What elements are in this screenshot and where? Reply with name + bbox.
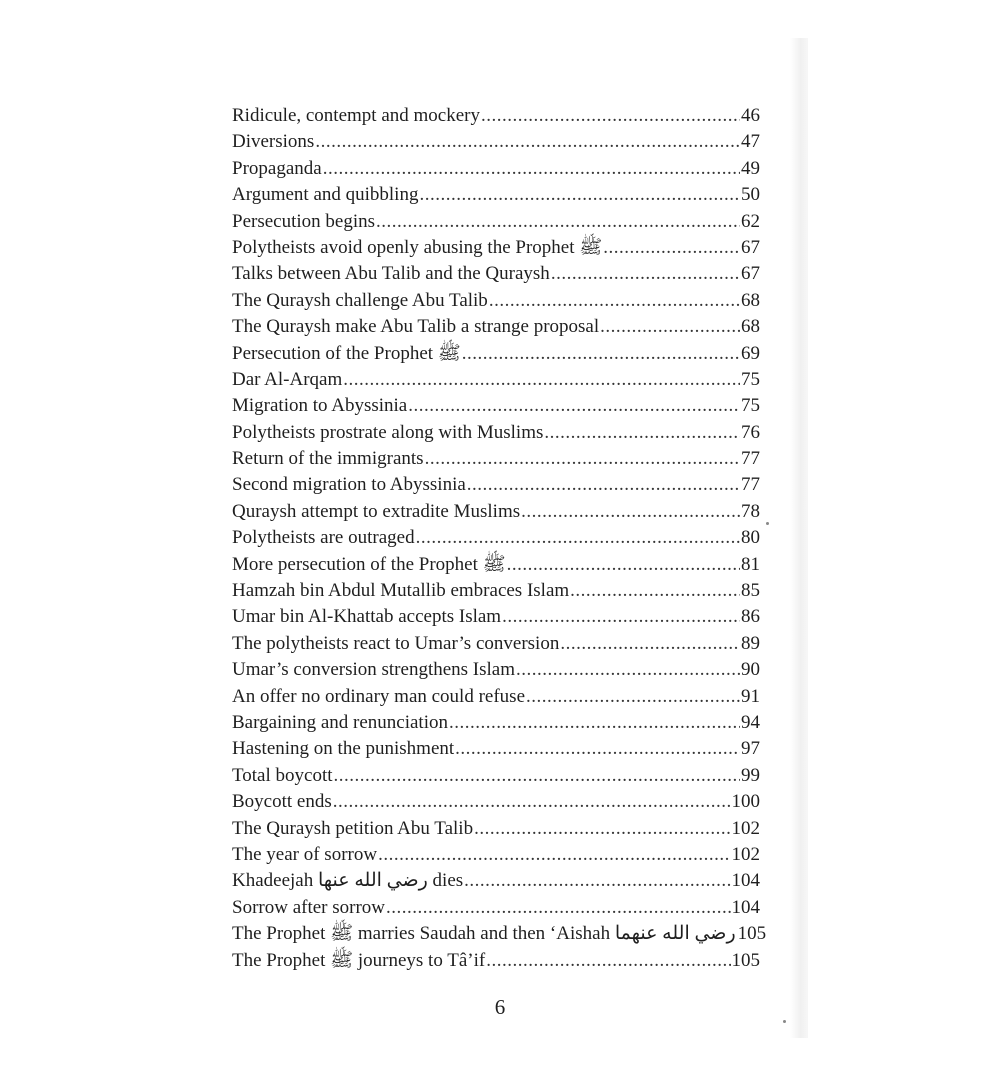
toc-leader-dots (570, 578, 740, 604)
toc-leader-dots (489, 288, 740, 314)
toc-entry-page: 67 (741, 236, 760, 258)
toc-entry (232, 499, 760, 525)
toc-entry (232, 314, 760, 340)
toc-entry-title: More persecution of the Prophet ﷺ (232, 553, 506, 575)
toc-entry (232, 948, 760, 974)
toc-entry (232, 763, 760, 789)
toc-entry-page: 99 (741, 764, 760, 786)
toc-leader-dots (551, 261, 740, 287)
toc-entry-page: 49 (741, 157, 760, 179)
toc-leader-dots (507, 552, 740, 578)
toc-entry-title: Polytheists prostrate along with Muslims (232, 421, 544, 443)
toc-entry-title: Quraysh attempt to extradite Muslims (232, 500, 521, 522)
toc-leader-dots (526, 684, 740, 710)
toc-entry-title: An offer no ordinary man could refuse (232, 685, 525, 707)
toc-entry (232, 868, 760, 894)
toc-entry (232, 684, 760, 710)
toc-entry (232, 789, 760, 815)
toc-leader-dots (449, 710, 740, 736)
toc-leader-dots (486, 948, 730, 974)
toc-entry-title: Sorrow after sorrow (232, 896, 386, 918)
toc-entry (232, 103, 760, 129)
toc-entry-page: 80 (741, 527, 760, 549)
toc-entry-title: Diversions (232, 131, 315, 153)
toc-entry-title: Return of the immigrants (232, 448, 424, 470)
toc-entry-page: 69 (741, 342, 760, 364)
toc-entry-page: 77 (741, 448, 760, 470)
toc-leader-dots (343, 367, 740, 393)
toc-entry-title: Khadeejah رضي الله عنها dies (232, 870, 464, 892)
toc-leader-dots (467, 472, 740, 498)
toc-entry-title: Boycott ends (232, 791, 332, 813)
toc-entry-page: 100 (731, 791, 760, 813)
toc-entry-page: 68 (741, 289, 760, 311)
toc-entry (232, 552, 760, 578)
toc-leader-dots (560, 631, 740, 657)
toc-entry-page: 81 (741, 553, 760, 575)
toc-entry-title: The Quraysh challenge Abu Talib (232, 289, 488, 311)
toc-leader-dots (600, 314, 740, 340)
toc-entry (232, 235, 760, 261)
toc-entry-page: 102 (731, 817, 760, 839)
toc-entry-page: 97 (741, 738, 760, 760)
toc-entry-page: 78 (741, 500, 760, 522)
toc-entry (232, 631, 760, 657)
toc-entry (232, 472, 760, 498)
toc-entry-page: 77 (741, 474, 760, 496)
toc-entry-title: Umar bin Al-Khattab accepts Islam (232, 606, 502, 628)
toc-entry-title: Dar Al-Arqam (232, 368, 343, 390)
toc-leader-dots (544, 420, 740, 446)
toc-entry-page: 75 (741, 395, 760, 417)
toc-entry (232, 710, 760, 736)
toc-entry-page: 89 (741, 632, 760, 654)
toc-entry (232, 736, 760, 762)
toc-entry (232, 816, 760, 842)
toc-entry-title: Talks between Abu Talib and the Quraysh (232, 263, 550, 285)
toc-entry (232, 604, 760, 630)
toc-leader-dots (464, 868, 730, 894)
toc-entry (232, 341, 760, 367)
toc-entry (232, 288, 760, 314)
toc-leader-dots (481, 103, 740, 129)
toc-entry-page: 62 (741, 210, 760, 232)
toc-entry-page: 104 (731, 870, 760, 892)
toc-entry-title: Hamzah bin Abdul Mutallib embraces Islam (232, 580, 570, 602)
toc-entry-page: 47 (741, 131, 760, 153)
toc-leader-dots (474, 816, 730, 842)
toc-entry-title: The polytheists react to Umar’s conversion (232, 632, 560, 654)
paper-speck (783, 1020, 786, 1023)
toc-leader-dots (334, 763, 740, 789)
toc-leader-dots (408, 393, 740, 419)
toc-entry-title: The Prophet ﷺ marries Saudah and then ‘Aishah رضي الله عنهما (232, 923, 736, 945)
toc-leader-dots (603, 235, 740, 261)
toc-entry-title: Argument and quibbling (232, 184, 419, 206)
toc-entry (232, 842, 760, 868)
paper-speck (766, 522, 769, 525)
toc-entry-page: 86 (741, 606, 760, 628)
toc-entry-title: Total boycott (232, 764, 333, 786)
toc-entry-page: 94 (741, 711, 760, 733)
toc-entry-title: Hastening on the punishment (232, 738, 455, 760)
toc-leader-dots (376, 209, 740, 235)
toc-entry-page: 85 (741, 580, 760, 602)
toc-entry-title: Umar’s conversion strengthens Islam (232, 659, 516, 681)
toc-entry-title: The Quraysh petition Abu Talib (232, 817, 474, 839)
toc-leader-dots (462, 341, 740, 367)
toc-entry-page: 105 (731, 949, 760, 971)
toc-entry-page: 46 (741, 105, 760, 126)
toc-entry-title: Second migration to Abyssinia (232, 474, 466, 496)
toc-entry-title: Ridicule, contempt and mockery (232, 105, 480, 126)
toc-entry-title: Polytheists avoid openly abusing the Prophet ﷺ (232, 236, 603, 258)
toc-entry (232, 129, 760, 155)
toc-entry (232, 578, 760, 604)
toc-entry-page: 68 (741, 316, 760, 338)
toc-leader-dots (502, 604, 740, 630)
toc-leader-dots (386, 895, 730, 921)
toc-entry (232, 182, 760, 208)
toc-entry-title: Persecution of the Prophet ﷺ (232, 342, 461, 364)
toc-leader-dots (323, 156, 740, 182)
toc-entry (232, 921, 767, 947)
toc-entry (232, 209, 760, 235)
toc-entry-page: 104 (731, 896, 760, 918)
toc-entry (232, 420, 760, 446)
toc-leader-dots (425, 446, 740, 472)
toc-entry-page: 105 (737, 923, 767, 945)
toc-entry-page: 91 (741, 685, 760, 707)
toc-entry-page: 50 (741, 184, 760, 206)
toc-entry (232, 156, 760, 182)
toc-entry (232, 895, 760, 921)
toc-entry-page: 102 (731, 843, 760, 865)
toc-leader-dots (419, 182, 740, 208)
page-edge-shadow (790, 38, 808, 1038)
toc-leader-dots (455, 736, 740, 762)
toc-leader-dots (516, 657, 740, 683)
toc-leader-dots (416, 525, 740, 551)
toc-entry (232, 525, 760, 551)
toc-entry (232, 393, 760, 419)
page-number: 6 (494, 995, 506, 1019)
toc-entry-title: Persecution begins (232, 210, 376, 232)
toc-entry (232, 446, 760, 472)
toc-entry (232, 261, 760, 287)
toc-entry (232, 367, 760, 393)
toc-leader-dots (315, 129, 740, 155)
toc-entry-title: Bargaining and renunciation (232, 711, 448, 733)
toc-entry-title: The Quraysh make Abu Talib a strange proposal (232, 316, 600, 338)
toc-entry-page: 75 (741, 368, 760, 390)
table-of-contents (232, 103, 767, 974)
toc-leader-dots (333, 789, 731, 815)
toc-entry-title: Migration to Abyssinia (232, 395, 408, 417)
toc-entry-title: The year of sorrow (232, 843, 378, 865)
toc-entry-page: 67 (741, 263, 760, 285)
toc-entry-page: 76 (741, 421, 760, 443)
toc-leader-dots (378, 842, 730, 868)
toc-entry-title: The Prophet ﷺ journeys to Tâ’if (232, 949, 486, 971)
toc-entry (232, 657, 760, 683)
toc-leader-dots (521, 499, 740, 525)
toc-entry-title: Polytheists are outraged (232, 527, 415, 549)
toc-entry-title: Propaganda (232, 157, 322, 179)
toc-entry-page: 90 (741, 659, 760, 681)
